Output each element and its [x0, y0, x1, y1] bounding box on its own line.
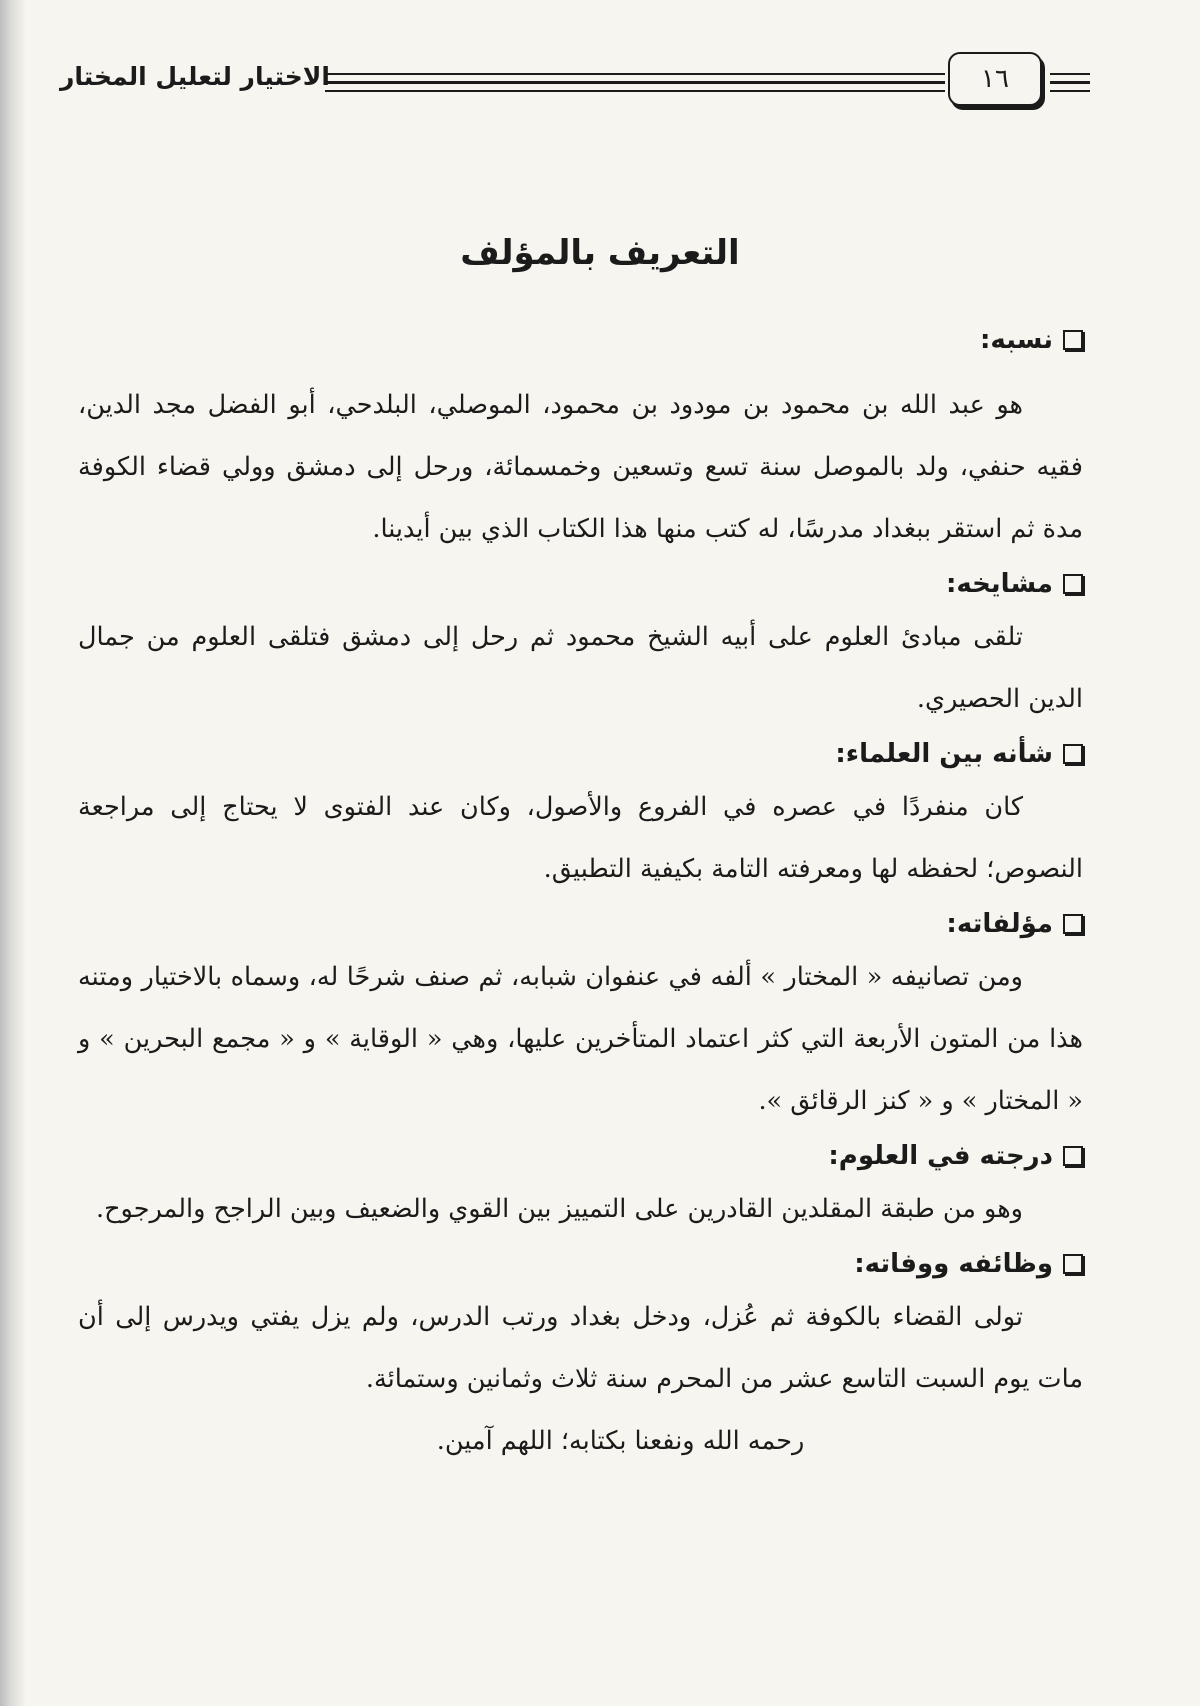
section-heading-text: درجته في العلوم:	[828, 1141, 1053, 1171]
square-bullet-icon	[1063, 1254, 1083, 1274]
running-title: الاختيار لتعليل المختار	[60, 62, 330, 91]
section-paragraph: تولى القضاء بالكوفة ثم عُزل، ودخل بغداد ورتب الدرس، ولم يزل يفتي ويدرس إلى أن مات يوم السبت التاسع عشر من المحرم سنة ثلاث وثمانين وستمائة.	[78, 1302, 1083, 1394]
square-bullet-icon	[1063, 744, 1083, 764]
section-heading-teachers	[78, 562, 1083, 606]
section-heading-text: شأنه بين العلماء:	[835, 739, 1053, 769]
section-paragraph: هو عبد الله بن محمود بن مودود بن محمود، الموصلي، البلدحي، أبو الفضل مجد الدين، فقيه حنفي، ولد بالموصل سنة تسع وتسعين وخمسمائة، ورحل إلى دمشق وولي قضاء الكوفة مدة ثم استقر ببغداد مدرسًا، له كتب منها هذا الكتاب الذي بين أيدينا.	[78, 390, 1083, 544]
section-heading-text: نسبه:	[980, 325, 1053, 355]
header-rule	[325, 81, 945, 84]
page-number	[948, 52, 1042, 106]
section-heading-text: مشايخه:	[946, 569, 1053, 599]
section-heading-lineage	[78, 318, 1083, 362]
header-rule	[1050, 81, 1090, 84]
section-heading-standing	[78, 732, 1083, 776]
section-heading-offices-death	[78, 1242, 1083, 1286]
page-content	[78, 318, 1083, 1472]
header-rule	[1050, 90, 1090, 92]
section-paragraph: تلقى مبادئ العلوم على أبيه الشيخ محمود ثم رحل إلى دمشق فتلقى العلوم من جمال الدين الحصيري.	[78, 622, 1083, 714]
section-paragraph: ومن تصانيفه « المختار » ألفه في عنفوان شبابه، ثم صنف شرحًا له، وسماه بالاختيار ومتنه هذا من المتون الأربعة التي كثر اعتماد المتأخرين عليها، وهي « الوقاية » و « مجمع البحرين » و « المختار » و « كنز الرقائق ».	[78, 962, 1083, 1116]
section-heading-text: وظائفه ووفاته:	[854, 1249, 1053, 1279]
section-heading-rank	[78, 1134, 1083, 1178]
square-bullet-icon	[1063, 330, 1083, 350]
closing-prayer: رحمه الله ونفعنا بكتابه؛ اللهم آمين.	[436, 1426, 805, 1456]
section-paragraph: وهو من طبقة المقلدين القادرين على التمييز بين القوي والضعيف وبين الراجح والمرجوح.	[95, 1194, 1023, 1224]
section-heading-text: مؤلفاته:	[946, 909, 1053, 939]
section-paragraph: كان منفردًا في عصره في الفروع والأصول، وكان عند الفتوى لا يحتاج إلى مراجعة النصوص؛ لحفظه لها ومعرفته التامة بكيفية التطبيق.	[78, 792, 1083, 884]
page-header	[60, 52, 1090, 112]
header-rule	[325, 90, 945, 92]
section-heading-works	[78, 902, 1083, 946]
square-bullet-icon	[1063, 574, 1083, 594]
square-bullet-icon	[1063, 1146, 1083, 1166]
square-bullet-icon	[1063, 914, 1083, 934]
page-title: التعريف بالمؤلف	[460, 232, 740, 273]
header-rule	[1050, 73, 1090, 75]
page-number-text: ١٦	[981, 64, 1009, 94]
header-rule	[325, 73, 945, 75]
